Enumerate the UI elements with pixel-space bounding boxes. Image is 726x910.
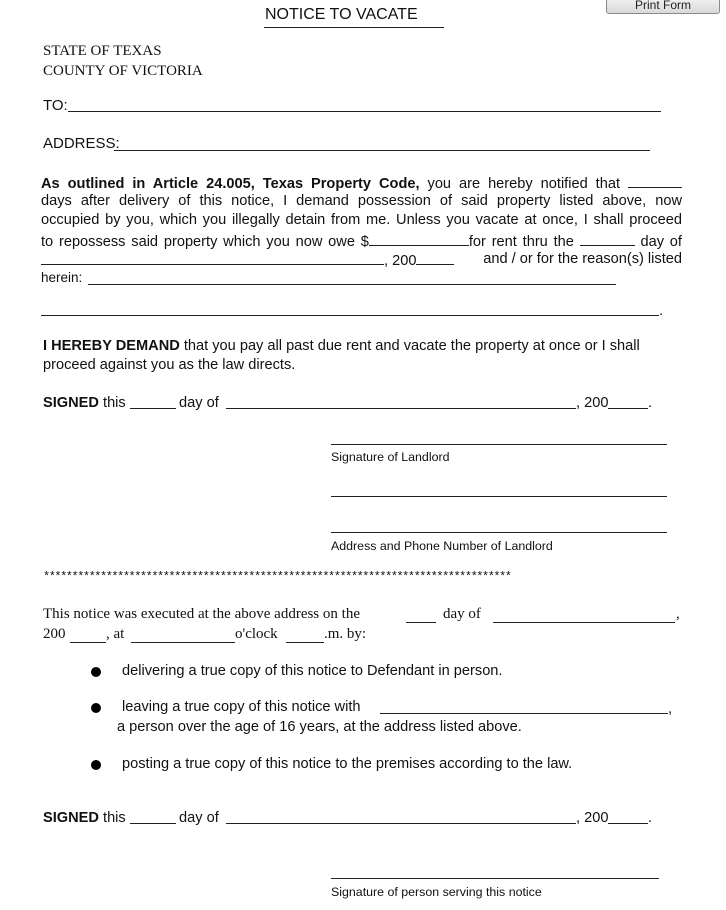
signed-this-2: this [103,810,126,826]
to-label: TO: [43,97,68,114]
landlord-address-line-1[interactable] [331,496,667,497]
signed-year-field-2[interactable] [608,823,648,824]
notice-day-of-text: day of [640,234,682,250]
notice-reasons-text: and / or for the reason(s) listed [483,251,682,267]
state-heading: STATE OF TEXAS [43,43,162,59]
demand-rest: that you pay all past due rent and vacate the property at once or I shall [183,338,640,354]
notice-line-2: days after delivery of this notice, I demand possession of said property listed above, now [41,193,682,209]
method-delivering: delivering a true copy of this notice to Defendant in person. [122,663,503,679]
notice-rent-thru-text: for rent thru the [468,234,574,250]
county-heading: COUNTY OF VICTORIA [43,63,203,79]
execution-oclock-text: o'clock [235,626,278,642]
reason-end-period: . [659,303,664,319]
execution-day-of: day of [443,606,481,622]
signed-year-field-1[interactable] [608,408,648,409]
method-leaving: leaving a true copy of this notice with [122,699,361,715]
signed-period-1: . [648,395,653,411]
notice-line-1-rest: you are hereby notified that [427,176,621,192]
signed-day-of-1: day of [179,395,219,411]
method-leaving-cont: a person over the age of 16 years, at the address listed above. [117,719,522,735]
address-label: ADDRESS: [43,135,120,152]
execution-day-field[interactable] [406,622,436,623]
reason-line-2[interactable] [41,315,659,316]
execution-month-field[interactable] [493,622,675,623]
herein-label: herein: [41,270,83,285]
rent-thru-day-field[interactable] [580,231,635,246]
title-underline [264,27,444,28]
notice-year-text: , 200 [384,253,417,269]
execution-ampm-field[interactable] [286,642,324,643]
signed-row-1 [43,394,126,413]
execution-year-text: 200 [43,626,66,642]
rent-thru-year-field[interactable] [416,250,454,265]
signed-year-2: , 200 [576,810,609,826]
notice-line-5 [41,250,682,271]
method-posting: posting a true copy of this notice to the premises according to the law. [122,756,573,772]
execution-year-field[interactable] [70,642,106,643]
landlord-address-phone-label: Address and Phone Number of Landlord [331,539,553,553]
signed-month-field-1[interactable] [226,408,576,409]
execution-at-text: , at [106,626,125,642]
signed-bold-2: SIGNED [43,810,99,826]
bullet-icon [91,760,101,770]
landlord-address-line-2[interactable] [331,532,667,533]
bullet-icon [91,667,101,677]
landlord-signature-label: Signature of Landlord [331,450,450,464]
signed-this-1: this [103,395,126,411]
execution-comma: , [676,606,680,622]
demand-line-2: proceed against you as the law directs. [43,357,296,373]
separator-asterisks: ********************************************************************************** [43,570,511,584]
signed-day-field-2[interactable] [130,823,176,824]
execution-time-field[interactable] [131,642,235,643]
print-form-button[interactable]: Print Form [606,0,720,14]
server-signature-label: Signature of person serving this notice [331,885,542,899]
method-leaving-comma: , [668,701,673,717]
reason-line-1[interactable] [88,284,616,285]
notice-line-3: occupied by you, which you illegally detain from me. Unless you vacate at once, I shall proceed [41,212,682,228]
notice-owe-text: to repossess said property which you now owe $ [41,234,369,250]
bullet-icon [91,703,101,713]
server-signature-line[interactable] [331,878,659,879]
leaving-with-field[interactable] [380,713,668,714]
signed-row-2 [43,809,126,828]
execution-by-text: .m. by: [324,626,367,642]
signed-year-1: , 200 [576,395,609,411]
signed-bold-1: SIGNED [43,395,99,411]
notice-lead-bold: As outlined in Article 24.005, Texas Property Code, [41,176,420,192]
rent-amount-field[interactable] [369,231,469,246]
signed-month-field-2[interactable] [226,823,576,824]
demand-bold: I HEREBY DEMAND [43,338,180,354]
notice-days-field[interactable] [628,173,682,188]
signed-day-of-2: day of [179,810,219,826]
signed-period-2: . [648,810,653,826]
address-field[interactable] [114,150,650,151]
rent-thru-month-field[interactable] [41,250,384,265]
to-field[interactable] [68,111,661,112]
signed-day-field-1[interactable] [130,408,176,409]
page-title: NOTICE TO VACATE [265,6,418,23]
execution-text-1: This notice was executed at the above address on the [43,606,360,622]
landlord-signature-line[interactable] [331,444,667,445]
demand-line-1 [43,337,683,356]
